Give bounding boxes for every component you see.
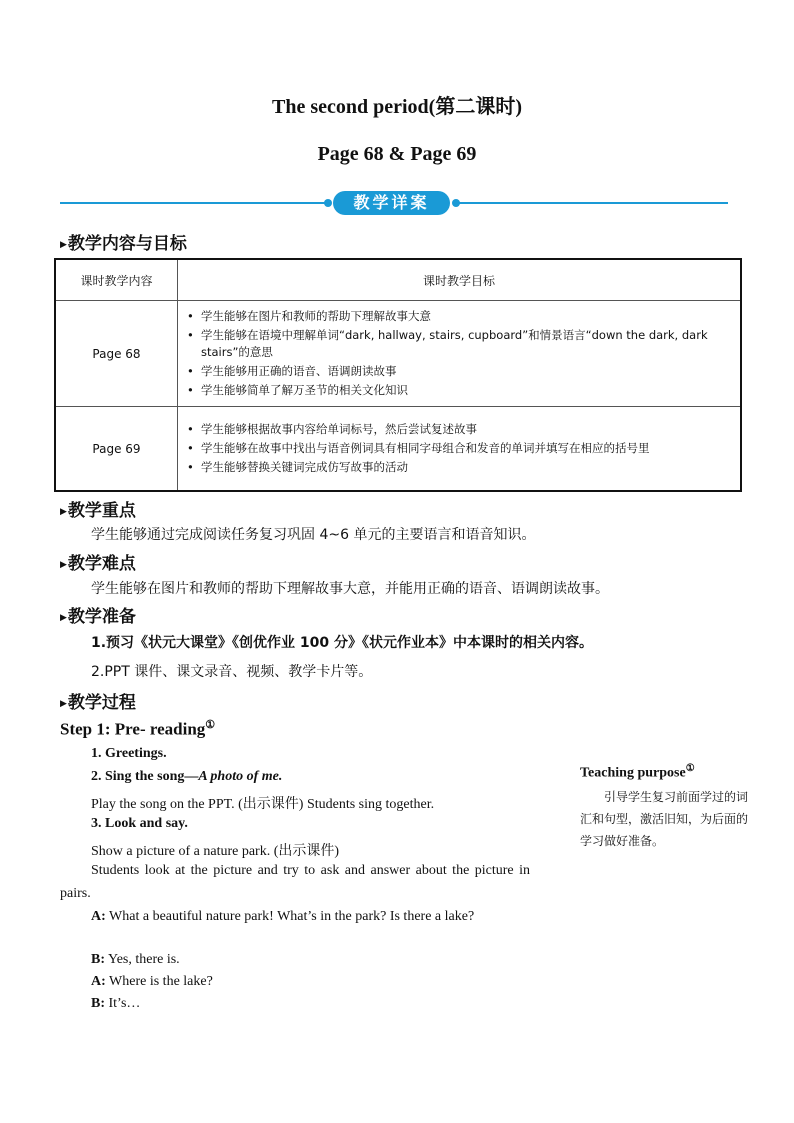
look-text: Show a picture of a nature park. (出示课件) bbox=[91, 844, 340, 859]
dialog-line: B: Yes, there is. bbox=[91, 952, 180, 967]
goal-item: • 学生能够在图片和教师的帮助下理解故事大意 bbox=[187, 309, 431, 323]
goal-item: • 学生能够用正确的语音、语调朗读故事 bbox=[187, 364, 397, 378]
teaching-purpose-text: 引导学生复习前面学过的词汇和句型，激活旧知，为后面的学习做好准备。 bbox=[580, 790, 749, 848]
heading-process: ▶教学过程 bbox=[60, 693, 136, 713]
note-marker: ① bbox=[205, 719, 216, 731]
table-cell-goals bbox=[178, 407, 742, 492]
banner-rule-right bbox=[458, 202, 728, 204]
students-text: Students look at the picture and try to ask and answer about the picture in pairs. bbox=[60, 863, 530, 901]
dialog-line: A: Where is the lake? bbox=[91, 974, 213, 989]
triangle-bullet-icon: ▶ bbox=[60, 613, 67, 623]
page-subtitle: Page 68 & Page 69 bbox=[317, 143, 477, 165]
goal-item: • 学生能够在语境中理解单词“dark, hallway, stairs, cupboard”和情景语言“down the dark, dark stairs”的意思 bbox=[187, 328, 708, 359]
table-cell-goals bbox=[178, 301, 742, 407]
look-item: 3. Look and say. bbox=[91, 816, 188, 831]
goal-item: • 学生能够替换关键词完成仿写故事的活动 bbox=[187, 460, 408, 474]
goal-item: • 学生能够在故事中找出与语音例词具有相同字母组合和发音的单词并填写在相应的括号里 bbox=[187, 441, 650, 455]
heading-difficulties: ▶教学难点 bbox=[60, 554, 136, 574]
banner-label: 教学详案 bbox=[333, 191, 450, 215]
table-header-content: 课时教学内容 bbox=[55, 259, 178, 301]
table-row bbox=[55, 407, 741, 492]
step1-title: Step 1: Pre- reading① bbox=[60, 719, 216, 739]
dialog-line: B: It’s… bbox=[91, 996, 141, 1011]
heading-preparation: ▶教学准备 bbox=[60, 607, 136, 627]
goal-item: • 学生能够简单了解万圣节的相关文化知识 bbox=[187, 383, 408, 397]
goal-item: • 学生能够根据故事内容给单词标号，然后尝试复述故事 bbox=[187, 422, 477, 436]
note-marker: ① bbox=[685, 763, 695, 774]
key-points-text: 学生能够通过完成阅读任务复习巩固 4~6 单元的主要语言和语音知识。 bbox=[91, 527, 536, 543]
triangle-bullet-icon: ▶ bbox=[60, 507, 67, 517]
difficulties-text: 学生能够在图片和教师的帮助下理解故事大意，并能用正确的语音、语调朗读故事。 bbox=[91, 581, 609, 597]
triangle-bullet-icon: ▶ bbox=[60, 699, 67, 709]
goals-table bbox=[54, 258, 742, 492]
teaching-purpose-title: Teaching purpose① bbox=[580, 763, 695, 781]
prep-item: 1.预习《状元大课堂》《创优作业 100 分》《状元作业本》中本课时的相关内容。 bbox=[91, 635, 594, 651]
triangle-bullet-icon: ▶ bbox=[60, 560, 67, 570]
table-header-goals: 课时教学目标 bbox=[178, 259, 742, 301]
section-banner bbox=[60, 190, 728, 218]
banner-rule-left bbox=[60, 202, 328, 204]
table-header-row bbox=[55, 259, 741, 301]
table-row bbox=[55, 301, 741, 407]
sing-item: 2. Sing the song—A photo of me. bbox=[91, 769, 283, 784]
triangle-bullet-icon: ▶ bbox=[60, 240, 67, 250]
page-title: The second period(第二课时) bbox=[272, 96, 522, 118]
heading-content-goals: ▶教学内容与目标 bbox=[60, 234, 187, 254]
heading-key-points: ▶教学重点 bbox=[60, 501, 136, 521]
prep-item: 2.PPT 课件、课文录音、视频、教学卡片等。 bbox=[91, 664, 373, 680]
sing-text: Play the song on the PPT. (出示课件) Students sing together. bbox=[91, 797, 435, 812]
table-cell-page: Page 68 bbox=[55, 301, 178, 407]
table-cell-page: Page 69 bbox=[55, 407, 178, 492]
greetings-item: 1. Greetings. bbox=[91, 746, 167, 761]
dialog-line: A: What a beautiful nature park! What’s in the park? Is there a lake? bbox=[91, 909, 475, 924]
banner-dot-left bbox=[324, 199, 332, 207]
song-title: A photo of me. bbox=[198, 769, 283, 784]
